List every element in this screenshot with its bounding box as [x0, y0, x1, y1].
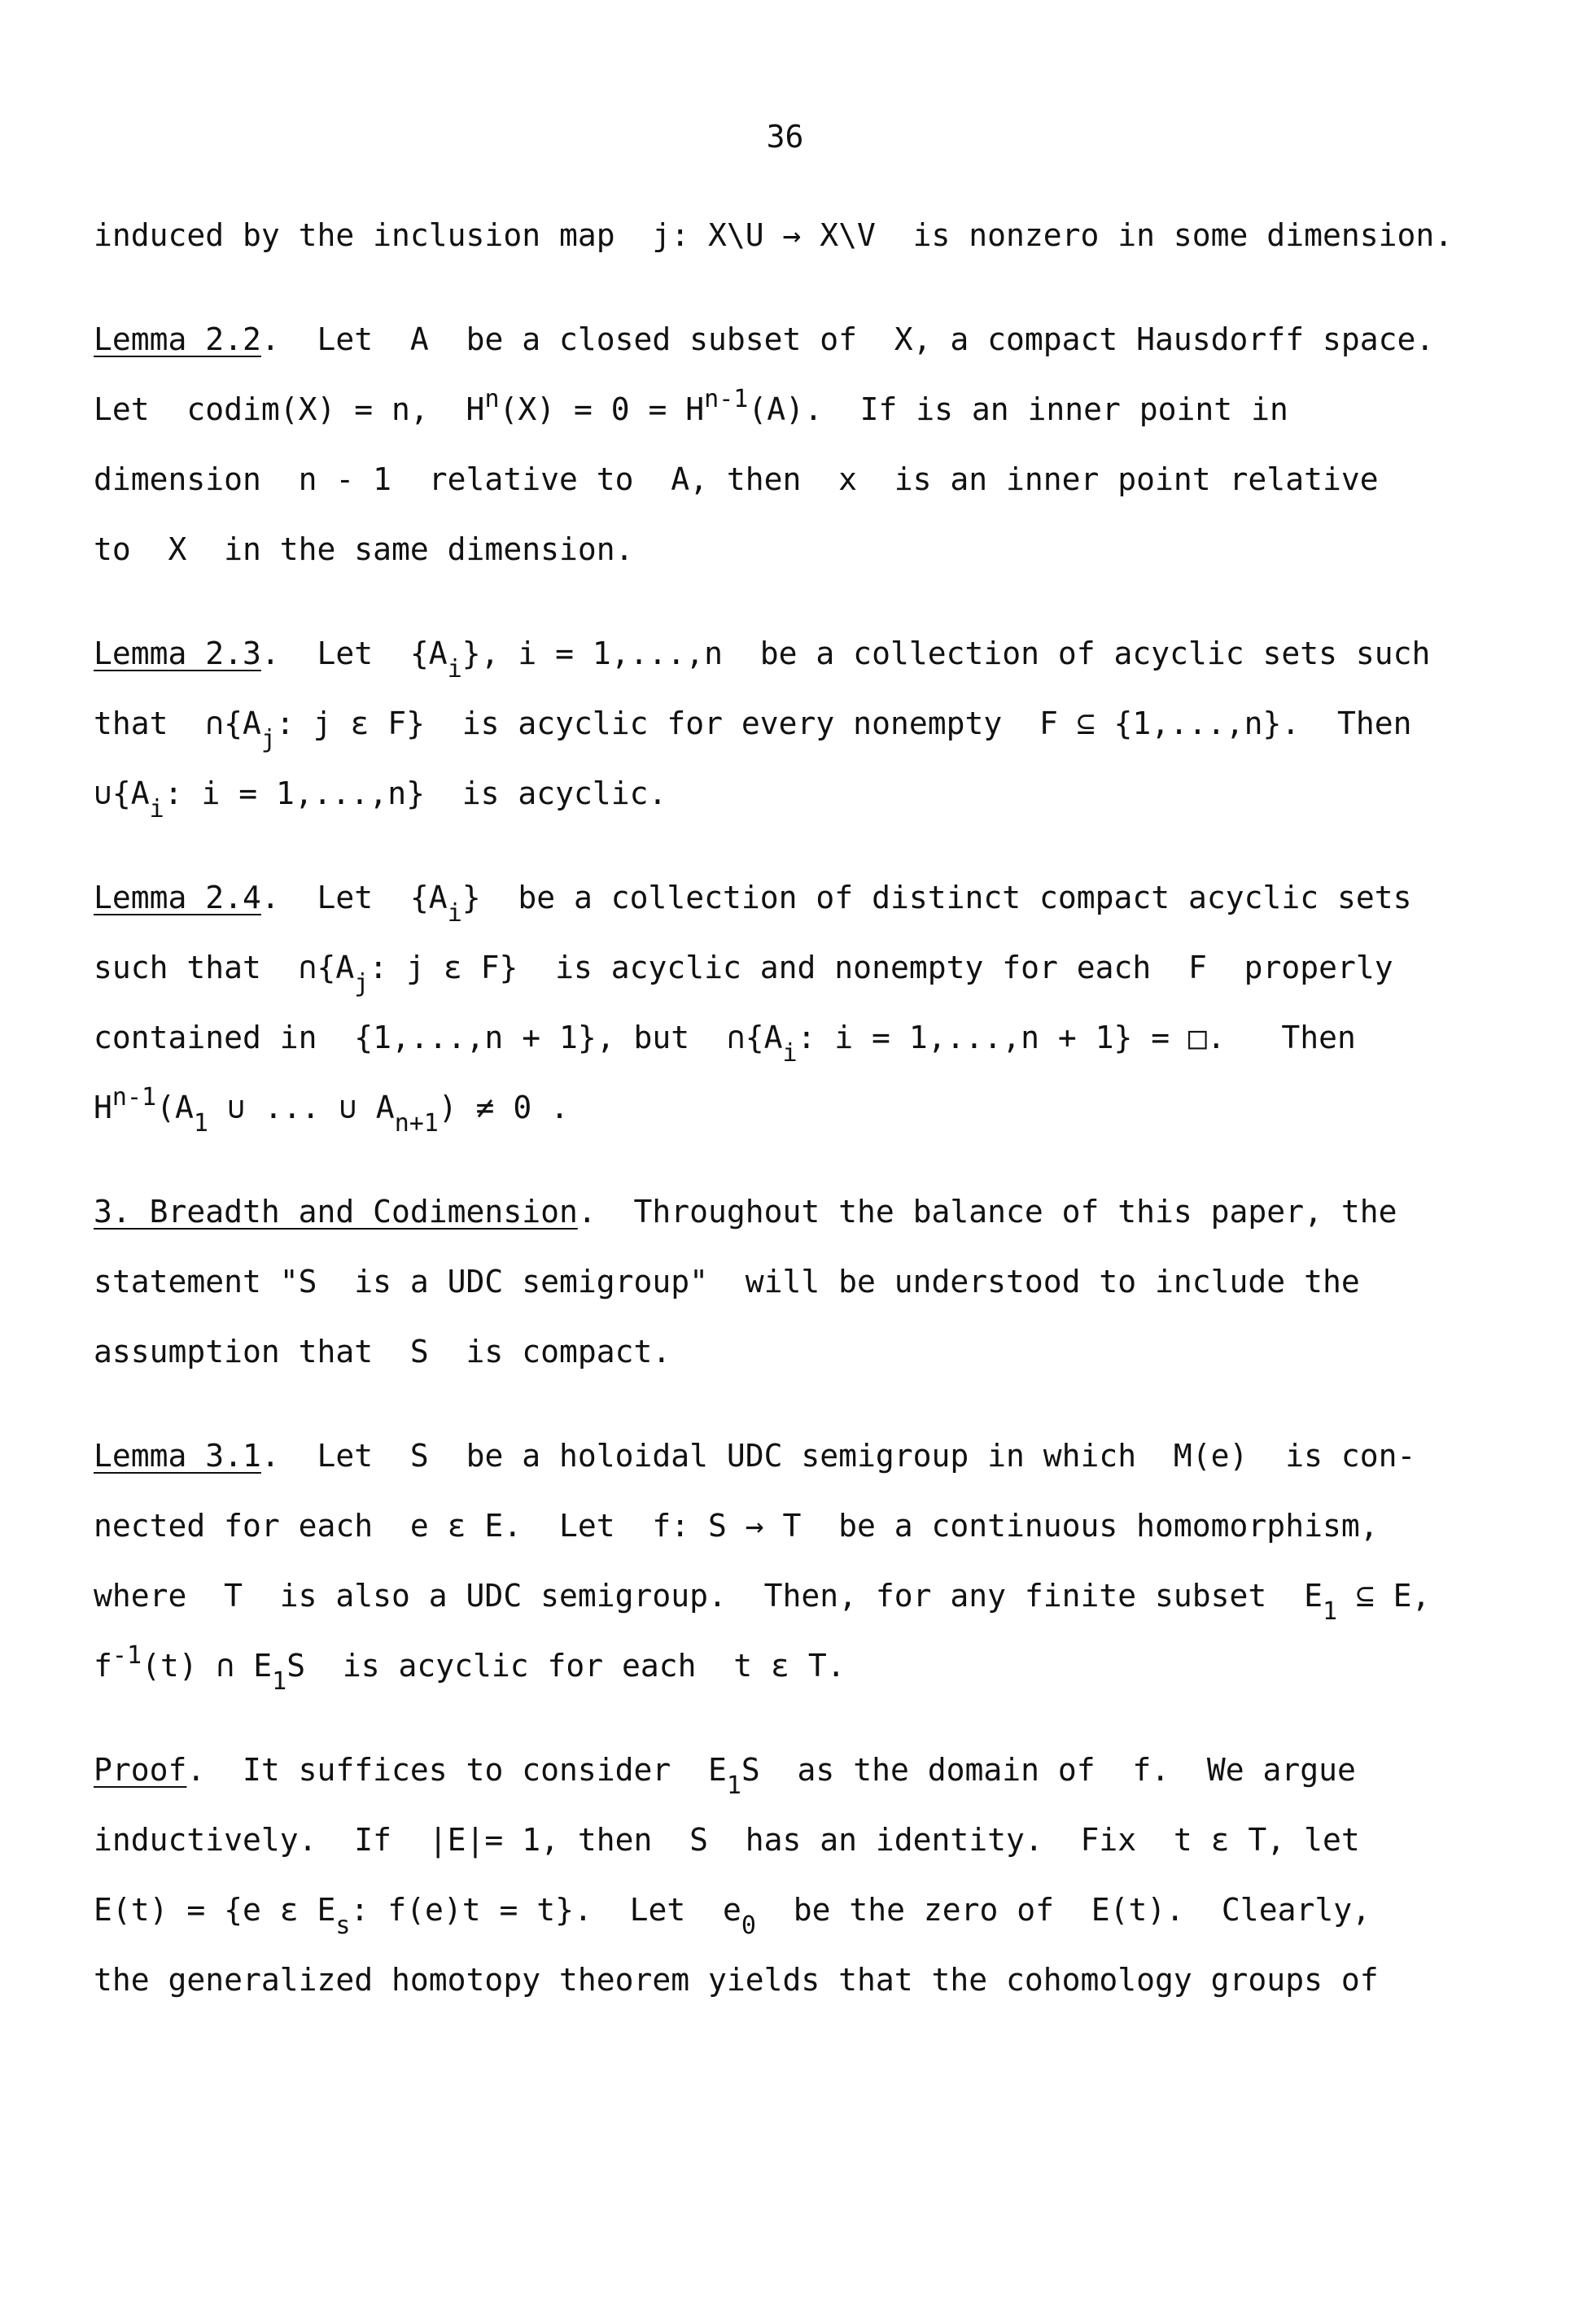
lemma-2-3-line-3: $\cup\{A_i$: i = 1,...,n} is acyclic. [94, 775, 667, 823]
lemma-3-1-line-2: nected for each e ε E. Let f: S → T be a continuous homomorphism, [94, 1508, 1379, 1544]
lemma-2-4-heading: Lemma 2.4 [94, 880, 261, 915]
proof-heading: Proof [94, 1752, 187, 1788]
lemma-2-3-line-1: Lemma 2.3. Let $\{A_i\}$, i = 1,...,n be a collection of acyclic sets such [94, 636, 1431, 684]
lemma-2-3-heading: Lemma 2.3 [94, 636, 261, 671]
intro-line: induced by the inclusion map j: X\U → X\V is nonzero in some dimension. [94, 217, 1454, 253]
lemma-3-1-heading: Lemma 3.1 [94, 1438, 261, 1474]
lemma-2-4-line-3: contained in {1,...,n + 1}, but $\cap\{A_i$: i = 1,...,n + 1} = □. Then [94, 1020, 1356, 1068]
section-3-line-1: 3. Breadth and Codimension. Throughout the balance of this paper, the [94, 1194, 1397, 1230]
lemma-3-1-line-4: $f^{-1}(t)$ ∩ $E_1S$ is acyclic for each t ε T. [94, 1641, 846, 1696]
lemma-2-4-line-2: such that $\cap\{A_j$: j ε F} is acyclic and nonempty for each F properly [94, 950, 1393, 998]
section-3-line-3: assumption that S is compact. [94, 1334, 671, 1370]
lemma-2-3-line-2: that $\cap\{A_j$: j ε F} is acyclic for every nonempty F ⊆ {1,...,n}. Then [94, 706, 1412, 754]
lemma-2-2-line-1: Lemma 2.2. Let A be a closed subset of X, a compact Hausdorff space. [94, 321, 1435, 357]
proof-line-3: E(t) = {e ε $E_s$: f(e)t = t}. Let $e_0$ be the zero of E(t). Clearly, [94, 1892, 1371, 1940]
lemma-2-2-heading: Lemma 2.2 [94, 321, 261, 357]
proof-line-2: inductively. If |E|= 1, then S has an identity. Fix t ε T, let [94, 1822, 1360, 1858]
section-3-line-2: statement "S is a UDC semigroup" will be understood to include the [94, 1264, 1360, 1300]
section-3-heading: 3. Breadth and Codimension [94, 1194, 578, 1230]
page-number: 36 [766, 119, 804, 155]
lemma-2-2-line-2: Let codim(X) = n, $H^n(X) = 0 = H^{n-1}(A)$. If is an inner point in [94, 385, 1288, 427]
lemma-2-2-line-4: to X in the same dimension. [94, 531, 634, 567]
lemma-2-4-line-1: Lemma 2.4. Let $\{A_i\}$ be a collection of distinct compact acyclic sets [94, 880, 1412, 928]
lemma-3-1-line-3: where T is also a UDC semigroup. Then, for any finite subset $E_1$ ⊆ E, [94, 1578, 1431, 1626]
lemma-2-4-line-4: $H^{n-1}(A_1$ ∪ ... ∪ $A_{n+1}) \ne 0$ . [94, 1083, 570, 1138]
lemma-2-2-line-3: dimension n - 1 relative to A, then x is an inner point relative [94, 461, 1379, 497]
proof-line-4: the generalized homotopy theorem yields that the cohomology groups of [94, 1962, 1379, 1998]
lemma-3-1-line-1: Lemma 3.1. Let S be a holoidal UDC semigroup in which M(e) is con- [94, 1438, 1416, 1474]
proof-line-1: Proof. It suffices to consider $E_1S$ as the domain of f. We argue [94, 1752, 1356, 1800]
